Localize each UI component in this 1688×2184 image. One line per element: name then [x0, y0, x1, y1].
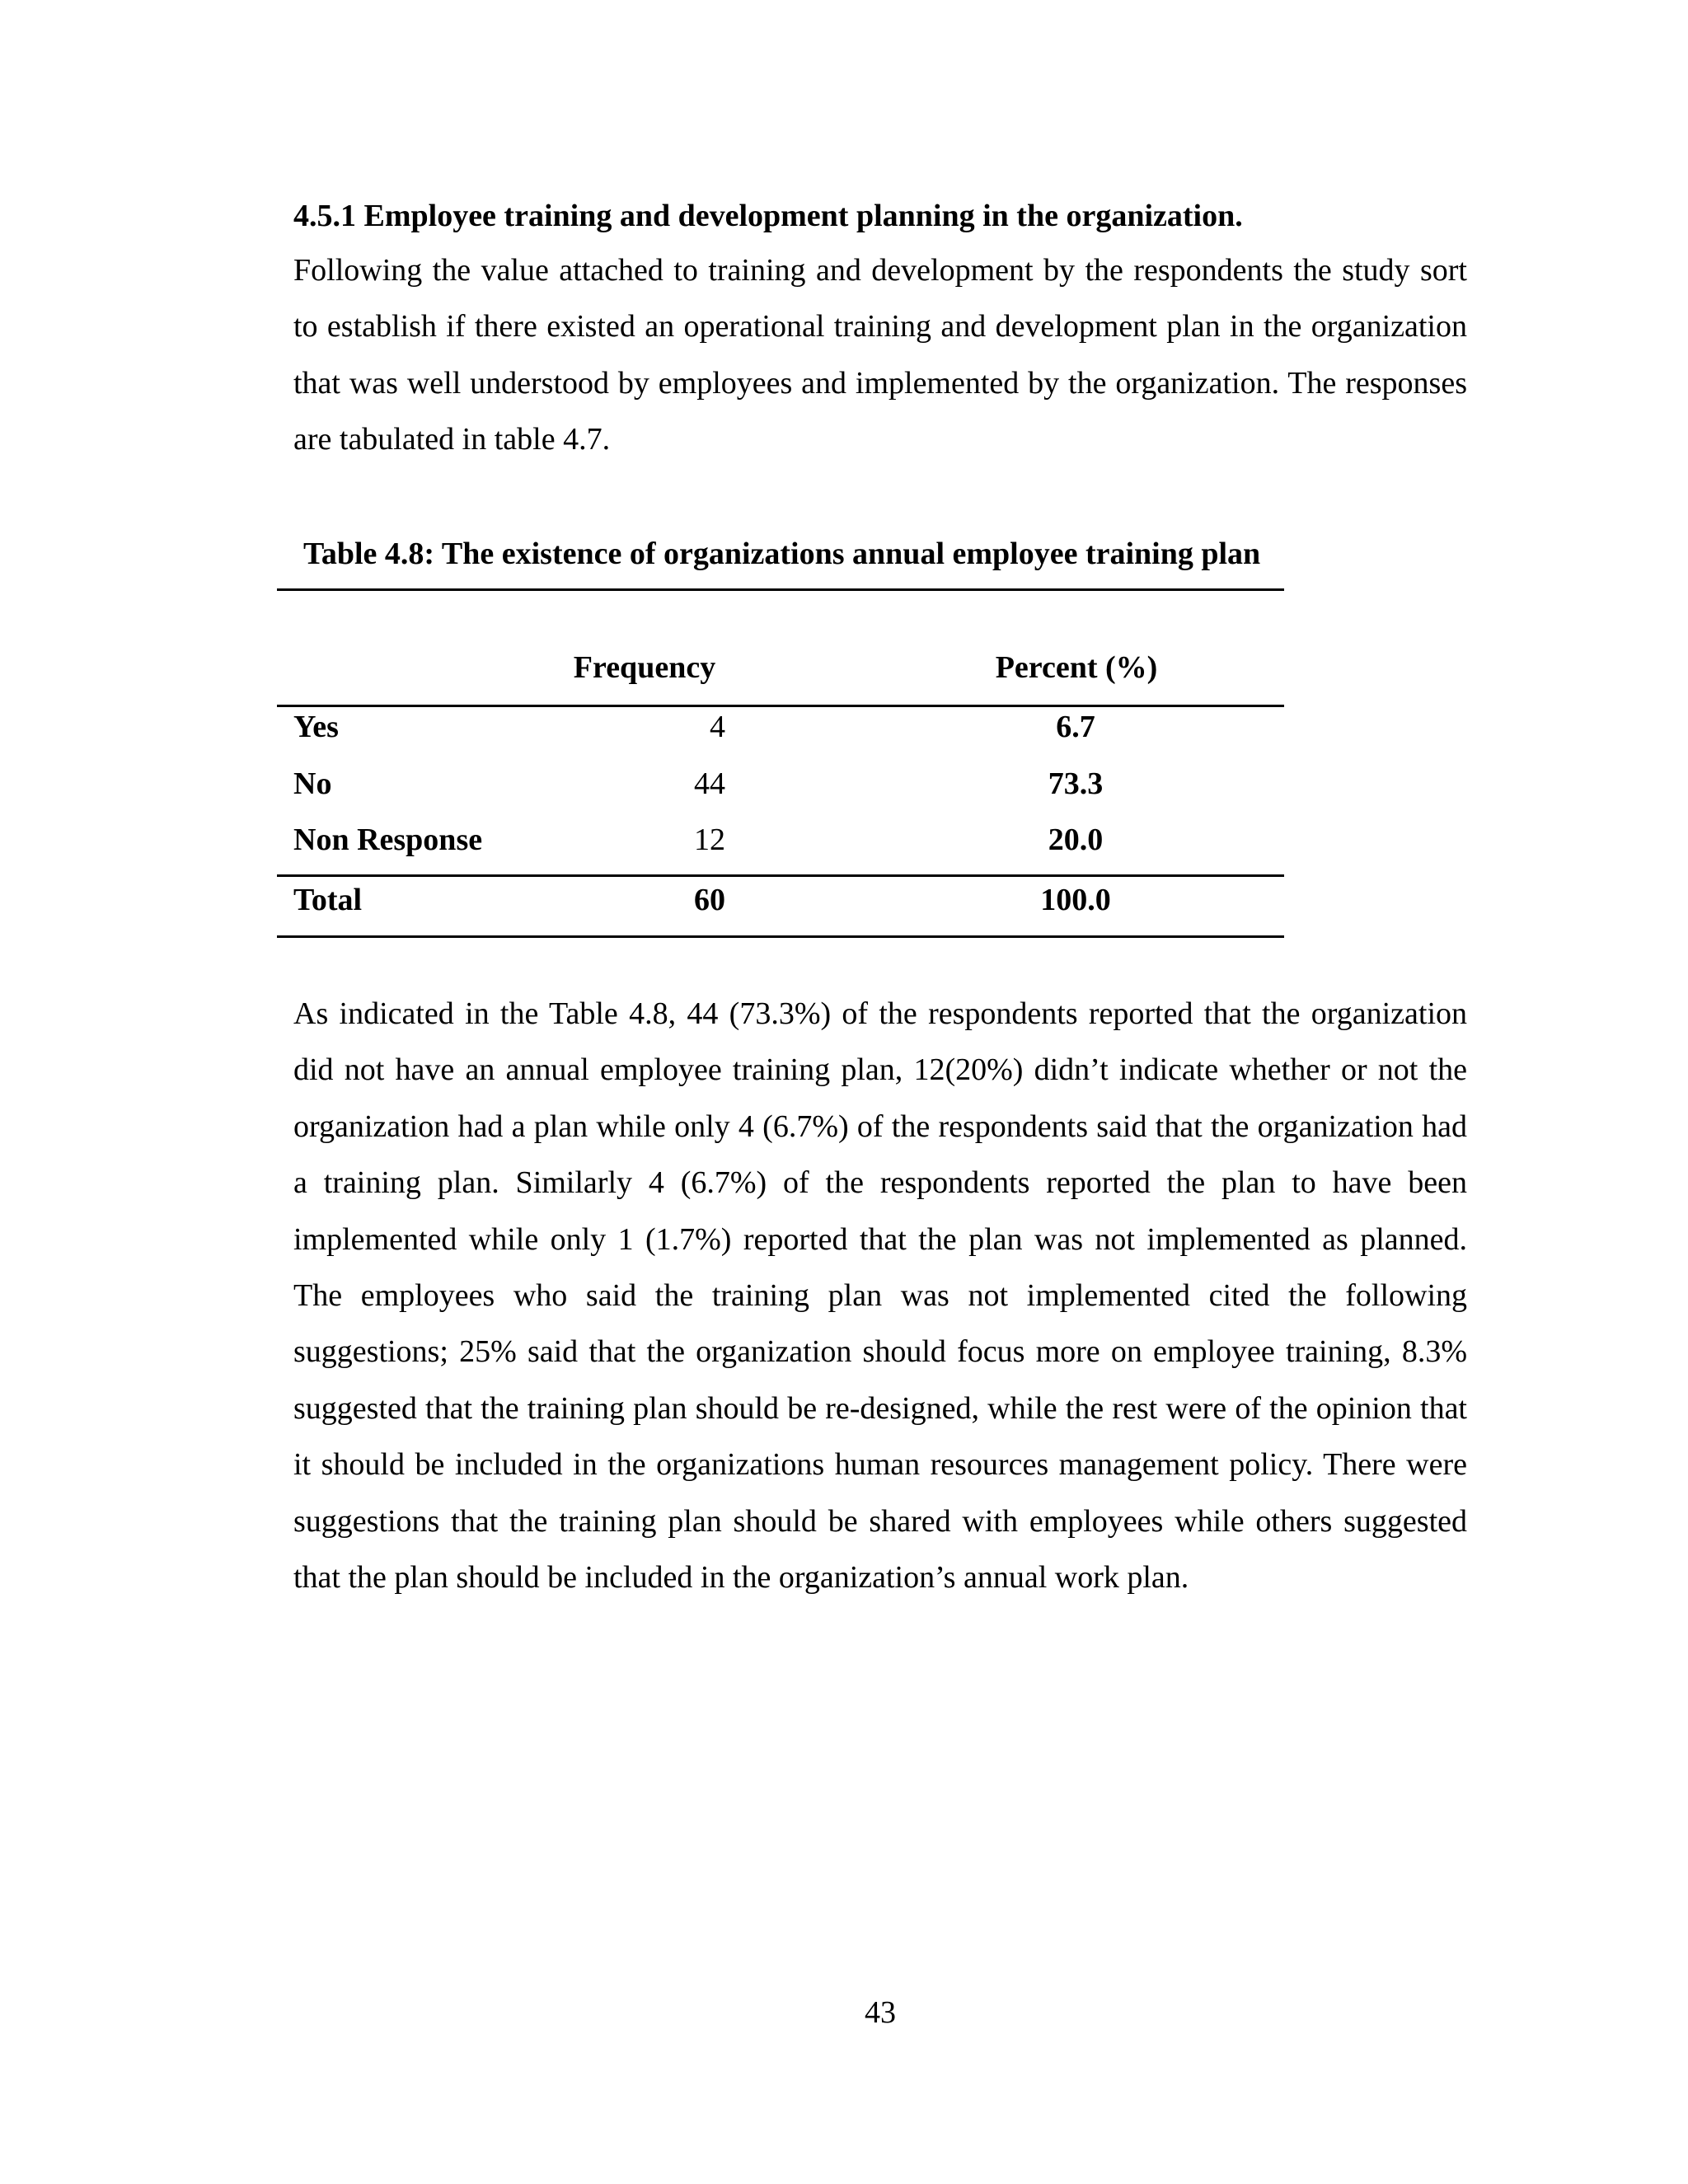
- table-total-rule: [277, 874, 1284, 877]
- row-percent: 6.7: [1056, 710, 1095, 744]
- table-caption: Table 4.8: The existence of organizations annual employee training plan: [303, 537, 1261, 571]
- row-percent: 20.0: [1048, 823, 1104, 857]
- row-label: Yes: [293, 710, 339, 744]
- table-bottom-rule: [277, 935, 1284, 938]
- page-number: 43: [865, 1995, 896, 2030]
- row-frequency: 4: [710, 710, 725, 744]
- header-percent: Percent (%): [995, 650, 1158, 685]
- header-frequency: Frequency: [573, 650, 716, 685]
- row-frequency: 44: [694, 766, 725, 801]
- discussion-paragraph: As indicated in the Table 4.8, 44 (73.3%) of the respondents reported that the organization did not have an annual employee training plan, 12(20%) didn’t indicate whether or not the organization had a plan while only 4 (6.7%) of the respondents said that the organization had a training plan. Similarly 4 (6.7%) of the respondents reported the plan to have been implemented while only 1 (1.7%) reported that the plan was not implemented as planned. The employees who said the training plan was not implemented cited the following suggestions; 25% said that the organization should focus more on employee training, 8.3% suggested that the training plan should be re-designed, while the rest were of the opinion that it should be included in the organizations human resources management policy. There were suggestions that the training plan should be shared with employees while others suggested that the plan should be included in the organization’s annual work plan.: [293, 996, 1467, 1596]
- intro-paragraph: Following the value attached to training and development by the respondents the study sort to establish if there existed an operational training and development plan in the organization that was well understood by employees and implemented by the organization. The responses are tabulated in table 4.7.: [293, 253, 1467, 457]
- row-label: No: [293, 766, 332, 801]
- total-percent: 100.0: [1040, 883, 1111, 917]
- row-label: Non Response: [293, 823, 483, 857]
- total-label: Total: [293, 883, 363, 917]
- row-percent: 73.3: [1048, 766, 1104, 801]
- table-top-rule: [277, 588, 1284, 591]
- total-frequency: 60: [694, 883, 725, 917]
- section-heading: 4.5.1 Employee training and development planning in the organization.: [293, 199, 1243, 233]
- row-frequency: 12: [694, 823, 725, 857]
